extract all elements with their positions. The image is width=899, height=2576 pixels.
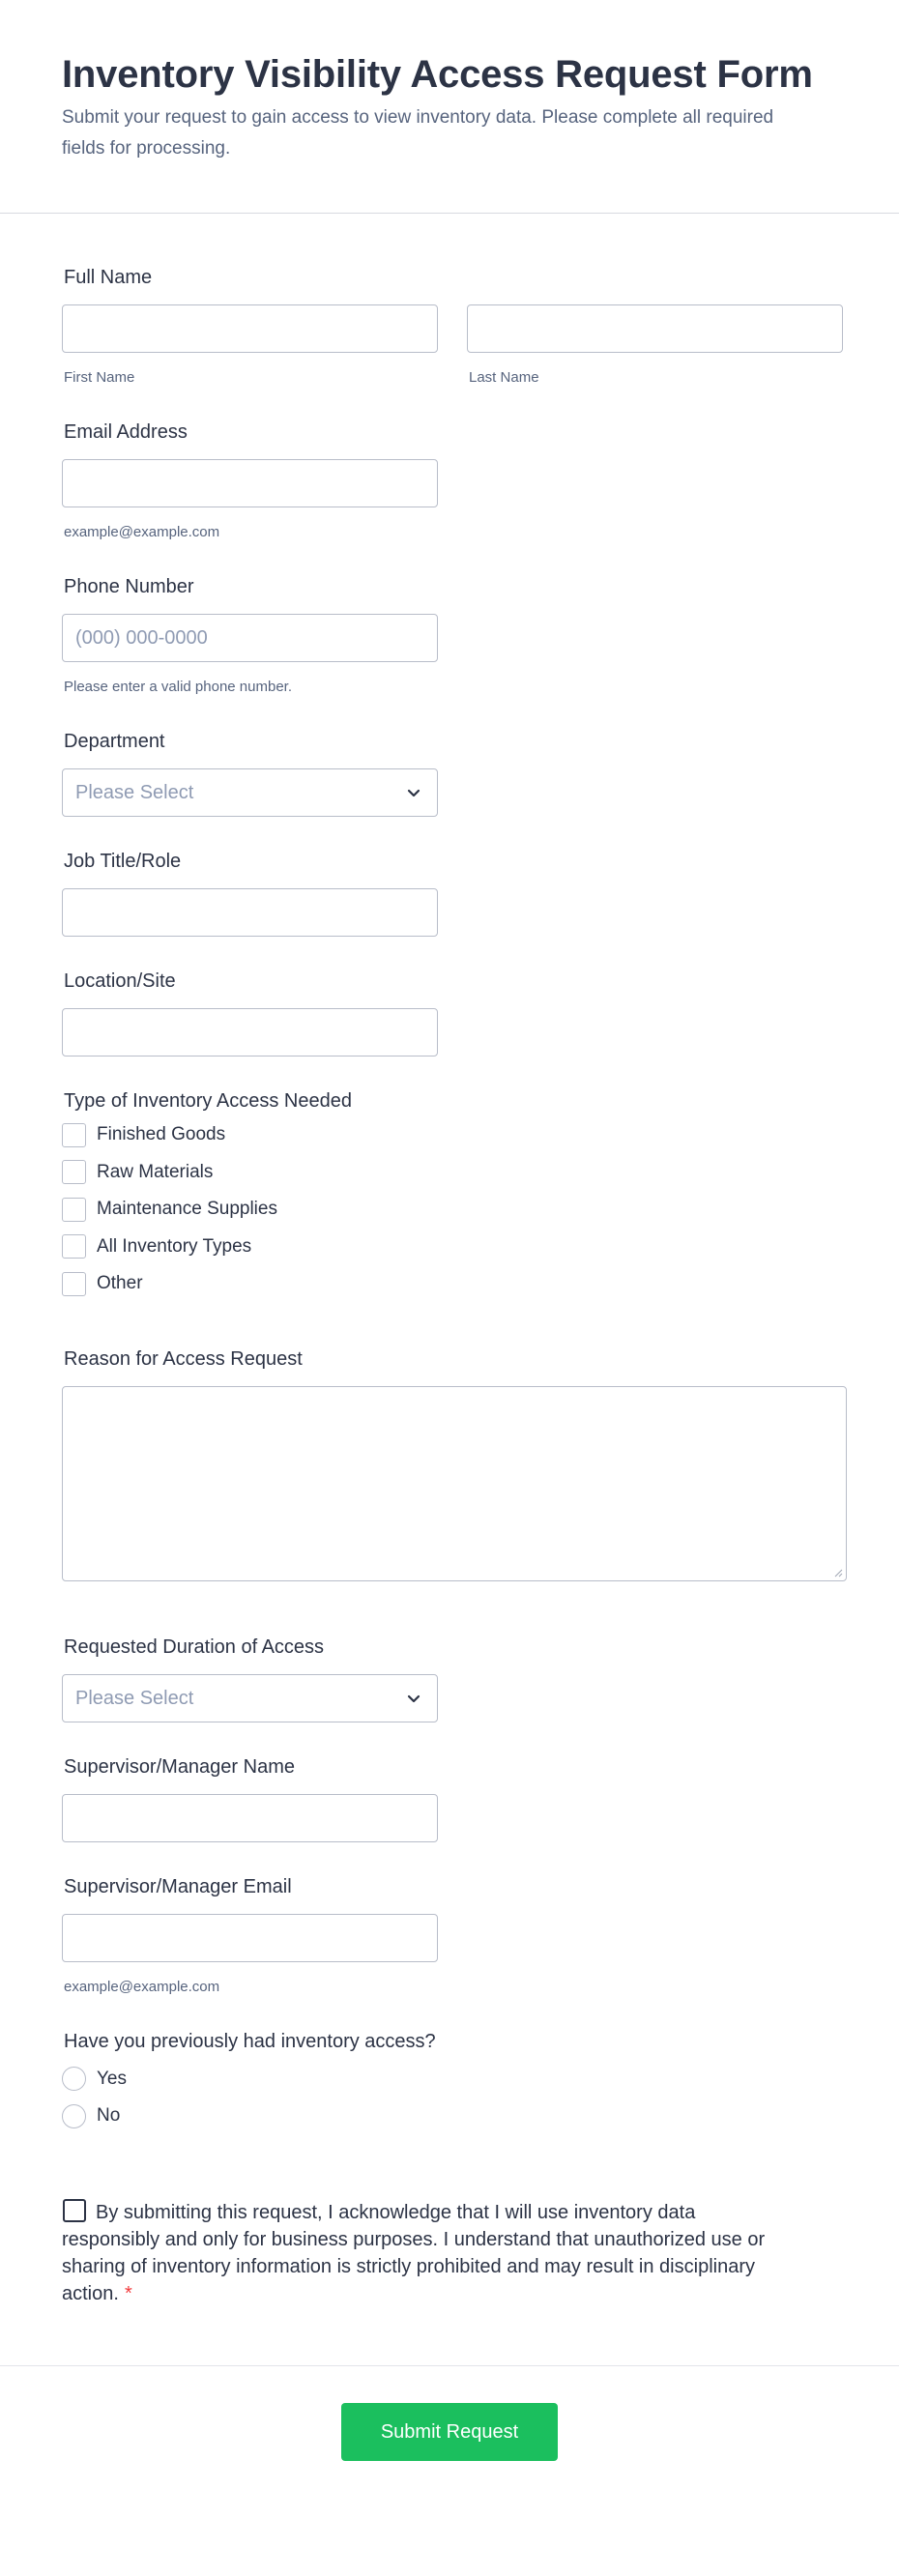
supervisor-name-field [62,1753,837,1842]
department-label: Department [64,731,165,752]
duration-field [62,1634,837,1722]
form-body [0,214,899,2336]
phone-input[interactable]: (000) 000-0000 [62,614,438,662]
checkbox-all-inventory-types[interactable] [62,1229,837,1266]
checkbox-label: Maintenance Supplies [97,1199,277,1220]
consent-text: By submitting this request, I acknowledge that I will use inventory data responsibly and only for business purposes. I understand that unauthorized use or sharing of inventory information is strictly prohibited and may result in disciplinary action. [62,2201,766,2304]
email-sublabel: example@example.com [64,524,220,540]
supervisor-email-sublabel: example@example.com [64,1978,220,1995]
radio-circle[interactable] [62,2067,86,2091]
consent-checkbox[interactable] [63,2199,86,2222]
access-type-label: Type of Inventory Access Needed [64,1090,352,1112]
department-selected: Please Select [75,782,194,803]
supervisor-email-field [62,1873,837,1997]
checkbox-maintenance-supplies[interactable] [62,1191,837,1229]
first-name-input[interactable] [62,304,438,353]
supervisor-name-label: Supervisor/Manager Name [64,1755,295,1778]
checkbox-other[interactable] [62,1265,837,1303]
job-title-label: Job Title/Role [64,851,182,872]
email-label: Email Address [64,421,188,443]
checkbox-label: Raw Materials [97,1161,214,1182]
first-name-sublabel: First Name [64,369,135,386]
checkbox-box[interactable] [62,1272,86,1296]
radio-yes[interactable] [62,2061,837,2098]
department-select[interactable] [62,768,438,817]
reason-label: Reason for Access Request [64,1347,303,1370]
checkbox-raw-materials[interactable] [62,1154,837,1192]
checkbox-box[interactable] [62,1198,86,1222]
location-field [62,968,837,1056]
previous-access-label: Have you previously had inventory access? [64,2030,436,2052]
checkbox-box[interactable] [62,1123,86,1147]
radio-circle[interactable] [62,2104,86,2128]
form-header [0,0,899,214]
form-footer [0,2365,899,2500]
duration-selected: Please Select [75,1687,194,1709]
full-name-label: Full Name [64,267,153,288]
location-label: Location/Site [64,970,176,992]
radio-label: No [97,2105,121,2127]
supervisor-email-label: Supervisor/Manager Email [64,1875,292,1897]
job-title-input[interactable] [62,888,438,937]
chevron-down-icon [404,783,423,802]
chevron-down-icon [404,1689,423,1708]
phone-label: Phone Number [64,576,194,597]
duration-label: Requested Duration of Access [64,1635,325,1658]
access-type-field [62,1087,837,1303]
location-input[interactable] [62,1008,438,1056]
submit-button[interactable]: Submit Request [341,2403,558,2461]
checkbox-label: Other [97,1273,143,1294]
previous-access-field [62,2028,837,2135]
consent-field [62,2199,768,2307]
radio-no[interactable] [62,2098,837,2135]
last-name-input[interactable] [467,304,843,353]
email-field [62,419,837,542]
page-title: Inventory Visibility Access Request Form [62,53,813,96]
checkbox-box[interactable] [62,1234,86,1259]
reason-field [62,1346,837,1581]
duration-select[interactable] [62,1674,438,1722]
checkbox-label: Finished Goods [97,1124,226,1145]
checkbox-label: All Inventory Types [97,1235,252,1257]
last-name-sublabel: Last Name [469,369,539,386]
checkbox-finished-goods[interactable] [62,1116,837,1154]
radio-label: Yes [97,2068,127,2089]
supervisor-email-input[interactable] [62,1914,438,1962]
phone-field [62,573,837,697]
required-mark: * [124,2282,132,2304]
full-name-field [62,264,837,388]
checkbox-box[interactable] [62,1160,86,1184]
phone-sublabel: Please enter a valid phone number. [64,679,292,695]
reason-textarea[interactable] [62,1386,847,1581]
supervisor-name-input[interactable] [62,1794,438,1842]
job-title-field [62,848,837,937]
department-field [62,728,837,817]
resize-handle-icon[interactable] [833,1568,843,1577]
email-input[interactable] [62,459,438,507]
page-subtitle: Submit your request to gain access to view inventory data. Please complete all required fields for processing. [62,107,774,159]
